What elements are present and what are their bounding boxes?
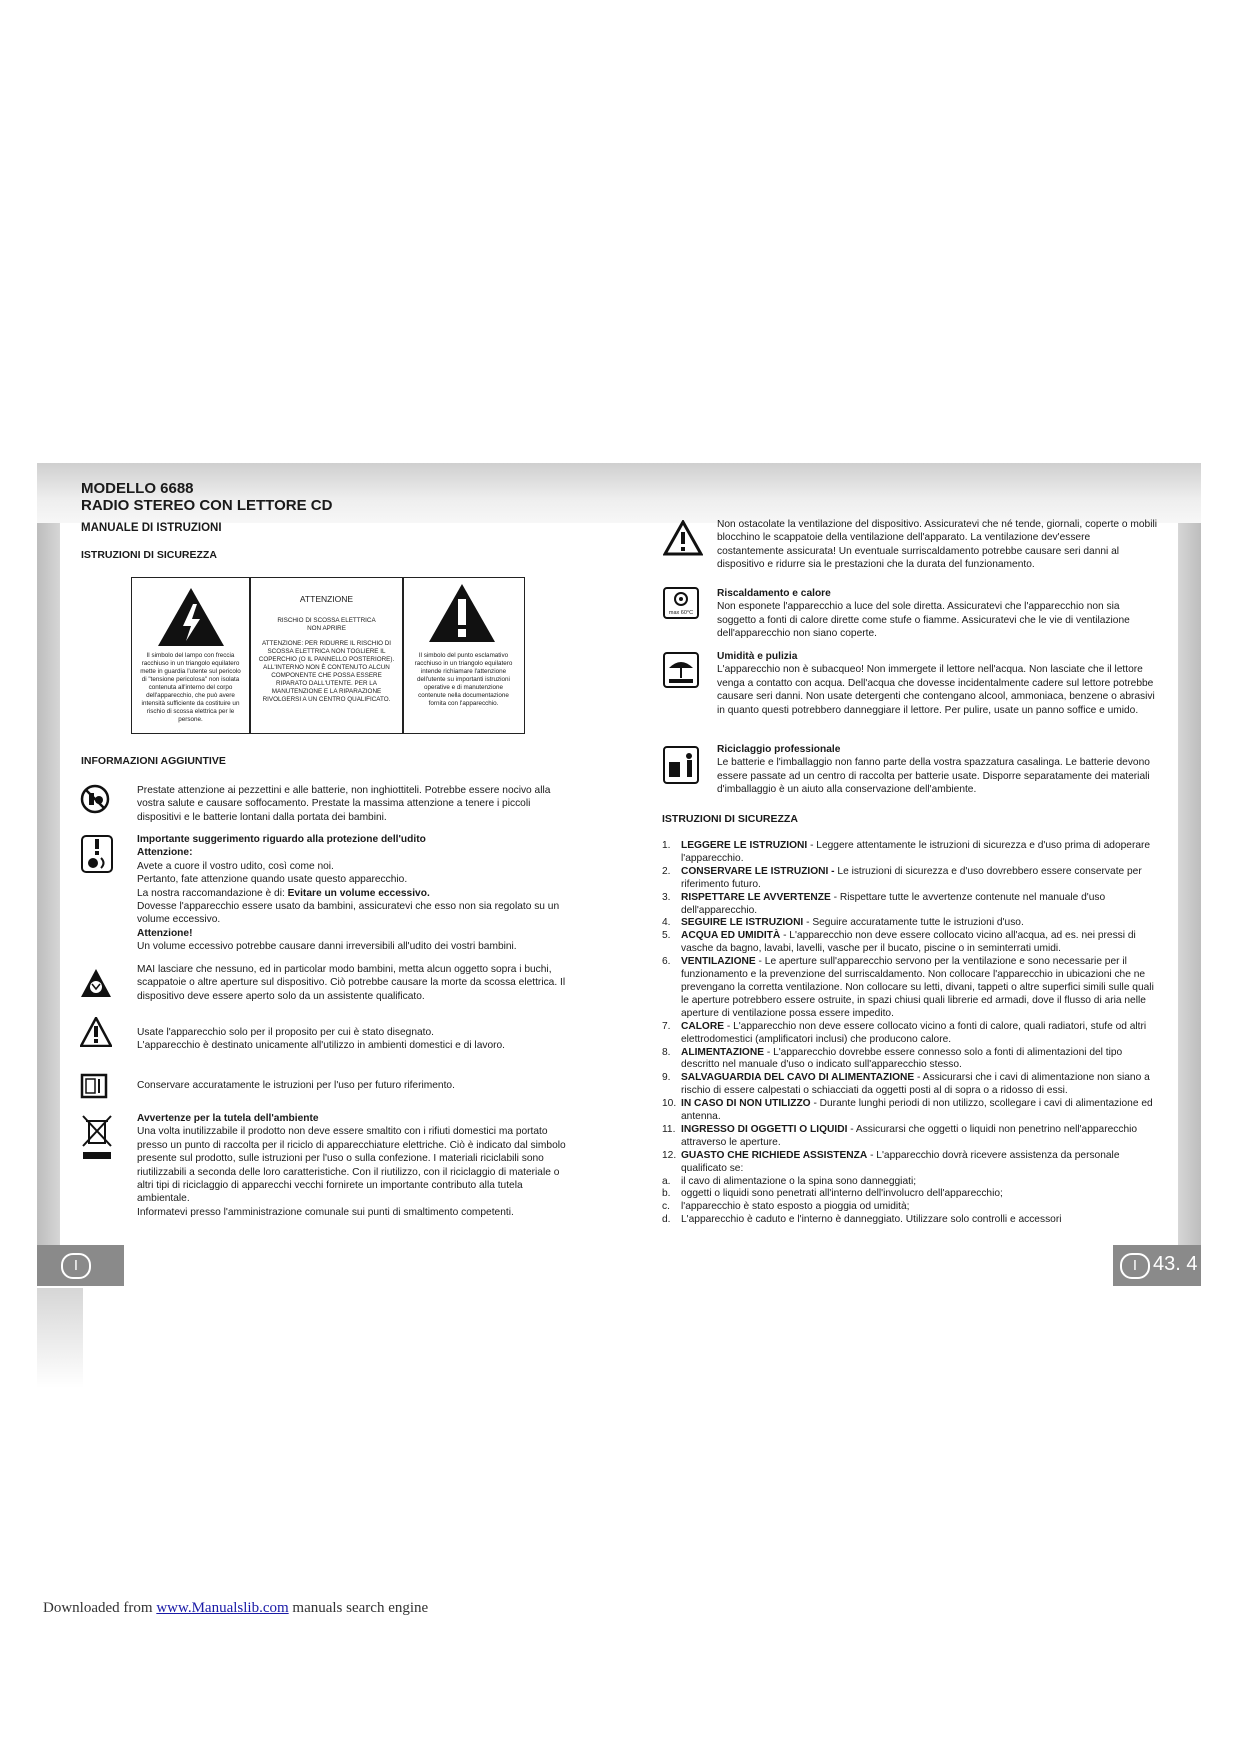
right-margin-bar (1178, 523, 1201, 1263)
warning-box-center (251, 578, 402, 733)
left-margin-bar (37, 523, 60, 1263)
ventilation-text: Non ostacolate la ventilazione del dispositivo. Assicuratevi che né tende, giornali, coperte o mobili blocchino le scappatoie della ventilazione dell'apparato. La ventilazione dev'essere costantemente assicurata! Un eventuale surriscaldamento potrebbe causare seri danni al dispositivo e ridurre sia le prestazioni che la durata del funzionamento. (717, 519, 1158, 571)
list-item: 6. VENTILAZIONE - Le aperture sull'apparecchio servono per la ventilazione e sono necessarie per il funzionamento e la prevenzione del surriscaldamento. Non collocare l'apparecchio in ubicazioni che ne prevengano la corretta ventilazione. Non collocare su letti, divani, tappeti o altre superfici simili sulle quali le aperture potrebbero essere ostruite, in spazi chiusi quali librerie ed armadi, dove il flusso di aria nelle aperture di ventilazione possa essere impedito. (662, 956, 1154, 1019)
lightning-symbol-text: Il simbolo del lampo con freccia racchiuso in un triangolo equilatero mette in guardia l'utente sul pericolo di "tensione pericolosa" non isolata contenuta all'interno del corpo dell'apparecchio, che può avere intensità sufficiente da costituire un rischio di scossa elettrica per le persone. (140, 652, 241, 723)
hearing-line-3: La nostra raccomandazione è di: Evitare un volume eccessivo. (137, 887, 430, 899)
list-item: 4. SEGUIRE LE ISTRUZIONI - Seguire accuratamente tutte le istruzioni d'uso. (662, 917, 1024, 929)
warning-box-left (132, 578, 249, 733)
humidity-section (717, 650, 1157, 717)
list-item: 11. INGRESSO DI OGGETTI O LIQUIDI - Assicurarsi che oggetti o liquidi non penetrino nell'apparecchio attraverso le aperture. (662, 1123, 1138, 1148)
exclamation-symbol-text: Il simbolo del punto esclamativo racchiuso in un triangolo equilatero intende richiamare l'attenzione dell'utente su importanti istruzioni operative e di manutenzione contenute nella documentazione fornita con l'apparecchio. (414, 652, 513, 707)
choking-text: Prestate attenzione ai pezzettini e alle batterie, non inghiottiteli. Potrebbe essere nocivo alla vostra salute e causare soffocamento. Prestate la massima attenzione a tenere i piccoli dispositivi e le batterie lontani dalla portata dei bambini. (137, 785, 551, 823)
list-item: 10. IN CASO DI NON UTILIZZO - Durante lunghi periodi di non utilizzo, scollegare i cavi di alimentazione ed antenna. (662, 1098, 1153, 1123)
list-item: 9. SALVAGUARDIA DEL CAVO DI ALIMENTAZIONE - Assicurarsi che i cavi di alimentazione non siano a rischio di essere calpestati o schiacciati da oggetti posti al di sopra o a ridosso di essi. (662, 1072, 1150, 1097)
heat-title: Riscaldamento e calore (717, 588, 831, 599)
ventilation-warning-icon (663, 520, 703, 556)
warning-box-right (404, 578, 522, 733)
keep-instructions-text: Conservare accuratamente le istruzioni per l'uso per futuro riferimento. (137, 1080, 455, 1091)
safety-instructions-list (662, 840, 1154, 1227)
right-page-tab (1113, 1245, 1201, 1286)
environment-text: Una volta inutilizzabile il prodotto non deve essere smaltito con i rifiuti domestici ma portato presso un punto di raccolta per il riciclo di apparecchiature elettriche. Ciò è indicato dal simbolo presente sul prodotto, sulle istruzioni per l'uso o sulla confezione. I materiali riciclabili sono riutilizzabili a seconda delle loro caratteristiche. Con il riutilizzo, con il riciclaggio di materiale o altri tipi di riciclaggio di apparecchi vecchi fornirete un importante contributo alla tutela ambientale. (137, 1126, 566, 1205)
manualslib-link[interactable]: www.Manualslib.com (156, 1600, 289, 1616)
recycling-text: Le batterie e l'imballaggio non fanno parte della vostra spazzatura casalinga. Le batterie devono essere passate ad un centro di raccolta per batterie usate. Disporre separatamente dei materiali d'imballaggio è un aiuto alla conservazione dell'ambiente. (717, 757, 1150, 796)
purpose-text: Usate l'apparecchio solo per il proposito per cui è stato disegnato. L'apparecchio è destinato unicamente all'utilizzo in ambienti domestici e di lavoro. (137, 1027, 506, 1052)
attention-subtitle: RISCHIO DI SCOSSA ELETTRICA NON APRIRE (277, 617, 376, 632)
lightning-triangle-icon (156, 586, 226, 648)
hearing-line-4: Dovesse l'apparecchio essere usato da bambini, assicuratevi che esso non sia regolato su un volume eccessivo. (137, 901, 560, 926)
hearing-attention-1: Attenzione: (137, 847, 193, 859)
hearing-line-5: Un volume eccessivo potrebbe causare danni irreversibili all'udito dei vostri bambini. (137, 941, 517, 953)
hearing-line-1: Avete a cuore il vostro udito, così come noi. (137, 860, 334, 872)
list-item: c. l'apparecchio è stato esposto a pioggia od umidità; (662, 1201, 910, 1213)
recycling-icon (663, 746, 699, 784)
list-item: d. L'apparecchio è caduto e l'interno è danneggiato. Utilizzare solo controlli e accessori (662, 1214, 1062, 1226)
hearing-attention-2: Attenzione! (137, 927, 193, 939)
attention-title: ATTENZIONE (299, 594, 354, 604)
safety-heading-right: ISTRUZIONI DI SICUREZZA (662, 813, 798, 825)
electric-warning-box (131, 577, 525, 734)
weee-bin-icon (80, 1113, 114, 1161)
list-item: 12. GUASTO CHE RICHIEDE ASSISTENZA - L'apparecchio dovrà ricevere assistenza da personale qualificato se: (662, 1149, 1120, 1174)
model-name: MODELLO 6688 (81, 480, 194, 497)
recycling-title: Riciclaggio professionale (717, 744, 841, 755)
manual-title: MANUALE DI ISTRUZIONI (81, 522, 222, 534)
list-item: b. oggetti o liquidi sono penetrati all'interno dell'involucro dell'apparecchio; (662, 1188, 1003, 1200)
document-title (81, 480, 332, 514)
language-badge-left: I (61, 1253, 91, 1279)
openings-text: MAI lasciare che nessuno, ed in particolar modo bambini, metta alcun oggetto sopra i buchi, scappatoie o altre aperture sul dispositivo. Ciò potrebbe causare la morte da scossa elettrica. Il dispositivo deve essere aperto solo da un assistente qualificato. (137, 964, 566, 1002)
hearing-section (137, 833, 567, 954)
info-heading: INFORMAZIONI AGGIUNTIVE (81, 755, 226, 767)
left-page-tab (37, 1245, 124, 1286)
product-name: RADIO STEREO CON LETTORE CD (81, 497, 333, 514)
list-item: 1. LEGGERE LE ISTRUZIONI - Leggere attentamente le istruzioni di sicurezza e d'uso prima di adoperare l'apparecchio. (662, 840, 1151, 864)
humidity-text: L'apparecchio non è subacqueo! Non immergete il lettore nell'acqua. Non lasciate che il lettore venga a contatto con acqua. Dell'acqua che dovesse incidentalmente cadere sul lettore potrebbe causare seri danni. Non usate detergenti che contengano alcool, ammoniaca, benzene o abrasivi in quanto questi potrebbero danneggiare il lettore. Per pulire, usate un panno soffice e umido. (717, 664, 1155, 716)
heat-icon-label: max 60°C (668, 610, 694, 616)
page-number: 43. 4 (1153, 1253, 1198, 1275)
list-item: 5. ACQUA ED UMIDITÀ - L'apparecchio non deve essere collocato vicino all'acqua, ad es. nei pressi di vasche da bagno, lavabi, lavelli, vasche per il bucato, piscine o in seminterrati umidi. (662, 930, 1136, 955)
hearing-title: Importante suggerimento riguardo alla protezione dell'udito (137, 834, 426, 845)
humidity-title: Umidità e pulizia (717, 651, 798, 662)
list-item: 3. RISPETTARE LE AVVERTENZE - Rispettare tutte le avvertenze contenute nel manuale d'uso dell'apparecchio. (662, 891, 1106, 916)
language-badge-right: I (1120, 1253, 1150, 1279)
exclamation-triangle-icon (427, 582, 497, 644)
safety-heading-left: ISTRUZIONI DI SICUREZZA (81, 549, 217, 561)
heat-text: Non esponete l'apparecchio a luce del sole diretta. Assicuratevi che l'apparecchio non sia soggetto a fonti di calore dirette come stufe o fiamme. Assicuratevi che le vie di ventilazione dell'apparecchio non siano coperte. (717, 601, 1130, 640)
left-shadow (37, 1288, 83, 1388)
environment-text-2: Informatevi presso l'amministrazione comunale sui punti di smaltimento competenti. (137, 1206, 514, 1218)
environment-title: Avvertenze per la tutela dell'ambiente (137, 1113, 319, 1124)
list-item: 2. CONSERVARE LE ISTRUZIONI - Le istruzioni di sicurezza e d'uso dovrebbero essere conservate per riferimento futuro. (662, 865, 1142, 890)
list-item: 7. CALORE - L'apparecchio non deve essere collocato vicino a fonti di calore, quali radiatori, stufe od altri elettrodomestici (amplificatori inclusi) che producono calore. (662, 1020, 1147, 1045)
hearing-line-2: Pertanto, fate attenzione quando usate questo apparecchio. (137, 874, 408, 886)
download-footer: Downloaded from www.Manualslib.com manuals search engine (43, 1600, 429, 1616)
heat-section (717, 587, 1157, 641)
recycling-section (717, 743, 1157, 797)
humidity-icon (663, 652, 699, 688)
no-small-parts-icon (80, 784, 110, 814)
warning-triangle-icon (80, 1017, 112, 1047)
hearing-protection-icon (80, 834, 114, 874)
manual-book-icon (80, 1073, 108, 1099)
list-item: a. il cavo di alimentazione o la spina sono danneggiati; (662, 1175, 917, 1187)
list-item: 8. ALIMENTAZIONE - L'apparecchio dovrebbe essere connesso solo a fonti di alimentazioni del tipo descritto nel manuale d'uso o indicato sull'apparecchio stesso. (662, 1046, 1123, 1071)
environment-section (137, 1112, 567, 1219)
attention-text: ATTENZIONE: PER RIDURRE IL RISCHIO DI SCOSSA ELETTRICA NON TOGLIERE IL COPERCHIO (O IL PANNELLO POSTERIORE). ALL'INTERNO NON È CONTENUTO ALCUN COMPONENTE CHE POSSA ESSERE RIPARATO DALL'UTENTE. PER LA MANUTENZIONE E LA RIPARAZIONE RIVOLGERSI A UN CENTRO QUALIFICATO. (258, 640, 395, 703)
shock-hazard-icon (80, 968, 112, 998)
